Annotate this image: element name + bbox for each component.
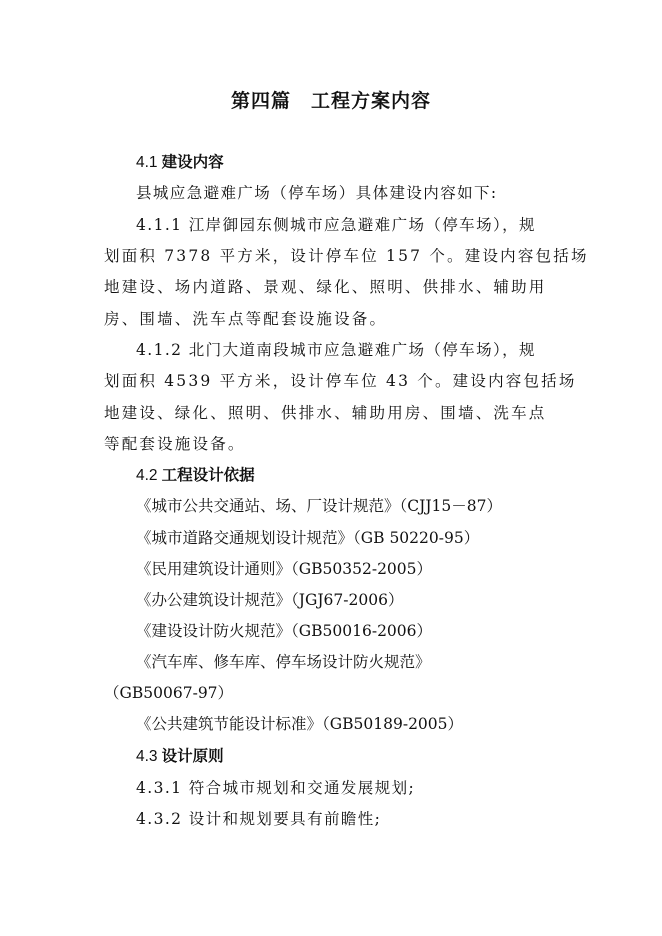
section-heading-4-1 xyxy=(136,152,224,173)
intro-paragraph: 县城应急避难广场（停车场）具体建设内容如下: xyxy=(136,184,498,202)
para-4-1-2-line: 等配套设施设备。 xyxy=(104,435,246,453)
section-title: 设计原则 xyxy=(161,747,224,765)
reference-item: 《公共建筑节能设计标准》（GB50189-2005） xyxy=(136,715,464,733)
section-number: 4.3 xyxy=(136,748,158,765)
section-title: 建设内容 xyxy=(161,153,224,171)
para-4-1-1-line: 地建设、场内道路、景观、绿化、照明、供排水、辅助用 xyxy=(104,278,547,296)
reference-item: 《民用建筑设计通则》（GB50352-2005） xyxy=(136,560,433,578)
section-heading-4-3 xyxy=(136,746,224,767)
reference-item: 《汽车库、修车库、停车场设计防火规范》 xyxy=(136,653,431,671)
para-4-1-2-line: 地建设、绿化、照明、供排水、辅助用房、围墙、洗车点 xyxy=(104,404,547,422)
para-4-1-1-line: 房、围墙、洗车点等配套设施设备。 xyxy=(104,310,388,328)
reference-item: 《建设设计防火规范》（GB50016-2006） xyxy=(136,622,433,640)
para-4-1-1-line: 4.1.1 江岸御园东侧城市应急避难广场（停车场），规 xyxy=(136,216,536,234)
principle-item: 4.3.1 符合城市规划和交通发展规划; xyxy=(136,779,416,797)
principle-item: 4.3.2 设计和规划要具有前瞻性; xyxy=(136,810,382,828)
section-heading-4-2 xyxy=(136,465,255,486)
reference-item-continued: （GB50067-97） xyxy=(104,684,234,702)
reference-item: 《城市公共交通站、场、厂设计规范》（CJJ15－87） xyxy=(136,497,502,515)
section-title: 工程设计依据 xyxy=(161,466,255,484)
section-number: 4.1 xyxy=(136,154,158,171)
para-4-1-1-line: 划面积 7378 平方米，设计停车位 157 个。建设内容包括场 xyxy=(104,247,589,265)
para-4-1-2-line: 划面积 4539 平方米，设计停车位 43 个。建设内容包括场 xyxy=(104,372,577,390)
para-4-1-2-line: 4.1.2 北门大道南段城市应急避难广场（停车场），规 xyxy=(136,341,536,359)
reference-item: 《办公建筑设计规范》（JGJ67-2006） xyxy=(136,591,404,609)
section-number: 4.2 xyxy=(136,467,158,484)
document-title: 第四篇 工程方案内容 xyxy=(230,90,431,112)
reference-item: 《城市道路交通规划设计规范》（GB 50220-95） xyxy=(136,529,480,547)
